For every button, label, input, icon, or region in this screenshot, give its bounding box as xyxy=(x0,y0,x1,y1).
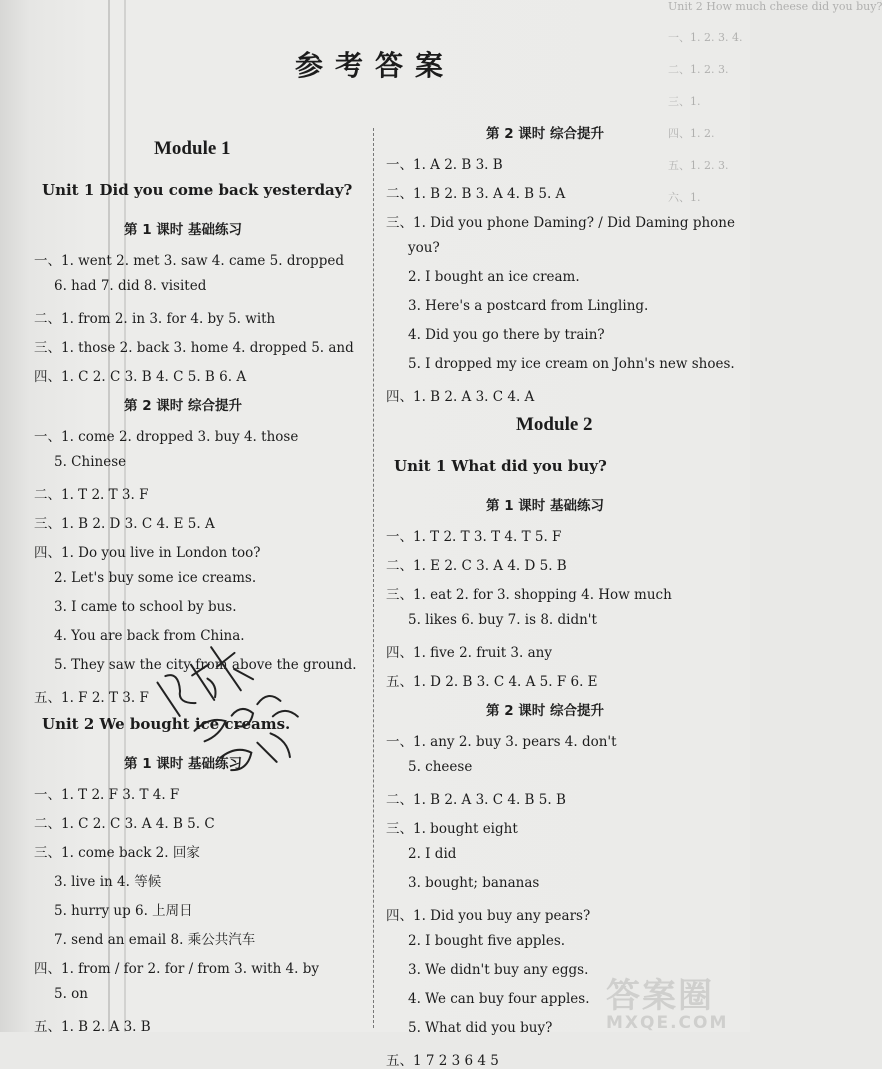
lesson-heading: 第 1 课时 基础练习 xyxy=(486,498,604,514)
answer-line: 5. What did you buy? xyxy=(408,1020,553,1036)
answer-line: 五、1. B 2. A 3. B xyxy=(34,1019,151,1035)
answer-line: 三、1. eat 2. for 3. shopping 4. How much xyxy=(386,587,672,603)
answer-line: 4. We can buy four apples. xyxy=(408,991,590,1007)
bleed-through-text: Unit 2 How much cheese did you buy? 一、1. 2. 3. 4. 二、1. 2. 3. 三、1. 四、1. 2. 五、1. 2. 3. 六、1. xyxy=(668,0,882,204)
answer-line: 三、1. B 2. D 3. C 4. E 5. A xyxy=(34,516,215,532)
lesson-heading: 第 1 课时 基础练习 xyxy=(124,756,242,772)
answer-line: 3. live in 4. 等候 xyxy=(54,874,162,890)
answer-line: 一、1. T 2. F 3. T 4. F xyxy=(34,787,180,803)
answer-line: 一、1. come 2. dropped 3. buy 4. those xyxy=(34,429,299,445)
answer-line: 二、1. from 2. in 3. for 4. by 5. with xyxy=(34,311,276,327)
answer-line: 一、1. A 2. B 3. B xyxy=(386,157,503,173)
lesson-heading: 第 1 课时 基础练习 xyxy=(124,222,242,238)
answer-line: 四、1. Do you live in London too? xyxy=(34,545,261,561)
answer-line: 一、1. any 2. buy 3. pears 4. don't xyxy=(386,734,617,750)
answer-line: 5. cheese xyxy=(408,759,473,775)
answer-line: 四、1. Did you buy any pears? xyxy=(386,908,591,924)
module-heading: Module 1 xyxy=(154,138,231,159)
unit-heading: Unit 1 Did you come back yesterday? xyxy=(42,181,353,199)
answer-line: 三、1. come back 2. 回家 xyxy=(34,845,200,861)
page-title: 参考答案 xyxy=(294,49,455,82)
answer-line: 四、1. five 2. fruit 3. any xyxy=(386,645,552,661)
answer-line: 二、1. B 2. A 3. C 4. B 5. B xyxy=(386,792,566,808)
lesson-heading: 第 2 课时 综合提升 xyxy=(486,703,604,719)
answer-line: 6. had 7. did 8. visited xyxy=(54,278,207,294)
answer-line: 三、1. bought eight xyxy=(386,821,518,837)
answer-line: 4. You are back from China. xyxy=(54,628,245,644)
answer-line: 五、1. D 2. B 3. C 4. A 5. F 6. E xyxy=(386,674,598,690)
watermark-url-text: MXQE.COM xyxy=(606,1013,729,1033)
answer-line: 四、1. from / for 2. for / from 3. with 4. by xyxy=(34,961,319,977)
lesson-heading: 第 2 课时 综合提升 xyxy=(124,398,242,414)
answer-line: 5. Chinese xyxy=(54,454,127,470)
answer-line: 3. Here's a postcard from Lingling. xyxy=(408,298,649,314)
answer-line: 2. I did xyxy=(408,846,457,862)
answer-line: 2. I bought five apples. xyxy=(408,933,566,949)
answer-line: 二、1. E 2. C 3. A 4. D 5. B xyxy=(386,558,567,574)
answer-line: 5. hurry up 6. 上周日 xyxy=(54,903,193,919)
answer-line: 一、1. T 2. T 3. T 4. T 5. F xyxy=(386,529,562,545)
answer-line: 3. I came to school by bus. xyxy=(54,599,237,615)
module-heading: Module 2 xyxy=(516,414,593,435)
answer-line: 5. likes 6. buy 7. is 8. didn't xyxy=(408,612,597,628)
answer-line: 7. send an email 8. 乘公共汽车 xyxy=(54,932,256,948)
answer-line: 3. bought; bananas xyxy=(408,875,540,891)
answer-line: you? xyxy=(408,240,440,256)
answer-line: 5. I dropped my ice cream on John's new shoes. xyxy=(408,356,735,372)
answer-line: 2. Let's buy some ice creams. xyxy=(54,570,257,586)
answer-line: 4. Did you go there by train? xyxy=(408,327,605,343)
answer-line: 四、1. B 2. A 3. C 4. A xyxy=(386,389,535,405)
answer-line: 二、1. B 2. B 3. A 4. B 5. A xyxy=(386,186,566,202)
answer-line: 二、1. C 2. C 3. A 4. B 5. C xyxy=(34,816,215,832)
answer-line: 5. They saw the city from above the ground. xyxy=(54,657,357,673)
answer-line: 二、1. T 2. T 3. F xyxy=(34,487,149,503)
answer-line: 五、1 7 2 3 6 4 5 xyxy=(386,1053,499,1069)
answer-line: 四、1. C 2. C 3. B 4. C 5. B 6. A xyxy=(34,369,247,385)
unit-heading: Unit 1 What did you buy? xyxy=(394,457,607,475)
answer-line: 3. We didn't buy any eggs. xyxy=(408,962,589,978)
answer-line: 5. on xyxy=(54,986,88,1002)
answer-line: 三、1. those 2. back 3. home 4. dropped 5. and xyxy=(34,340,354,356)
answer-line: 2. I bought an ice cream. xyxy=(408,269,580,285)
answer-line: 五、1. F 2. T 3. F xyxy=(34,690,149,706)
lesson-heading: 第 2 课时 综合提升 xyxy=(486,126,604,142)
column-divider xyxy=(373,128,375,1028)
watermark-logo-text: 答案圈 xyxy=(606,976,714,1016)
answer-line: 一、1. went 2. met 3. saw 4. came 5. dropped xyxy=(34,253,344,269)
site-watermark xyxy=(606,968,728,1033)
unit-heading: Unit 2 We bought ice creams. xyxy=(42,715,291,733)
answer-line: 三、1. Did you phone Daming? / Did Daming phone xyxy=(386,215,735,231)
